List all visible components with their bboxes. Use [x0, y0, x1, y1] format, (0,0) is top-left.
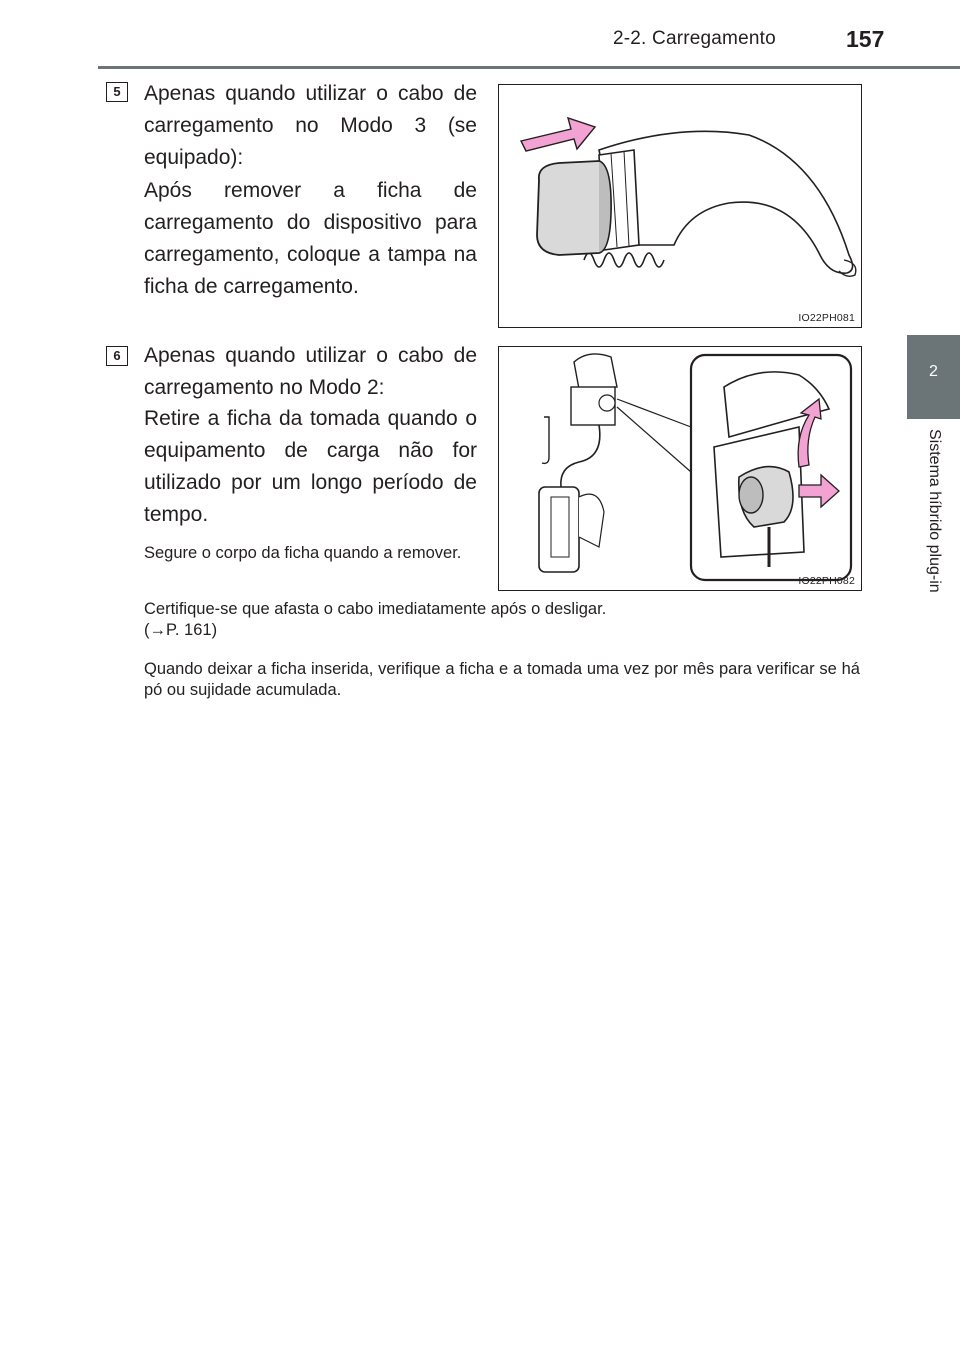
- step-5-heading: Apenas quando utilizar o cabo de carregamento no Modo 3 (se equipado):: [144, 82, 477, 169]
- figure-unplug-from-outlet: [498, 346, 862, 591]
- note-page-ref: (→P. 161): [144, 621, 218, 639]
- note-cable-away: Certifique-se que afasta o cabo imediatamente após o desligar.: [144, 600, 607, 618]
- unplug-illustration: [499, 347, 861, 590]
- note-check-monthly: Quando deixar a ficha inserida, verifique a ficha e a tomada uma vez por mês para verificar se há pó ou sujidade acumulada.: [144, 660, 860, 699]
- step-badge-5: 5: [106, 82, 128, 102]
- chapter-tab: [907, 335, 960, 419]
- step-6-heading: Apenas quando utilizar o cabo de carregamento no Modo 2:: [144, 344, 477, 399]
- figure-charging-plug-cap: [498, 84, 862, 328]
- step-badge-6: 6: [106, 346, 128, 366]
- charging-plug-cap-illustration: [499, 85, 861, 327]
- step-6-instruction: Retire a ficha da tomada quando o equipamento de carga não for utilizado por um longo período de tempo.: [144, 407, 477, 526]
- step-6-note: Segure o corpo da ficha quando a remover.: [144, 544, 462, 562]
- figure-code: IO22PH081: [798, 312, 855, 324]
- section-title: 2-2. Carregamento: [613, 28, 776, 49]
- header-divider: [98, 66, 960, 69]
- step-5-instruction: Após remover a ficha de carregamento do dispositivo para carregamento, coloque a tampa na ficha de carregamento.: [144, 179, 477, 298]
- chapter-title: Sistema híbrido plug-in: [926, 429, 943, 593]
- chapter-label: [907, 419, 960, 659]
- figure-code: IO22PH082: [798, 575, 855, 587]
- chapter-number: 2: [929, 363, 938, 380]
- page-number: 157: [846, 26, 885, 52]
